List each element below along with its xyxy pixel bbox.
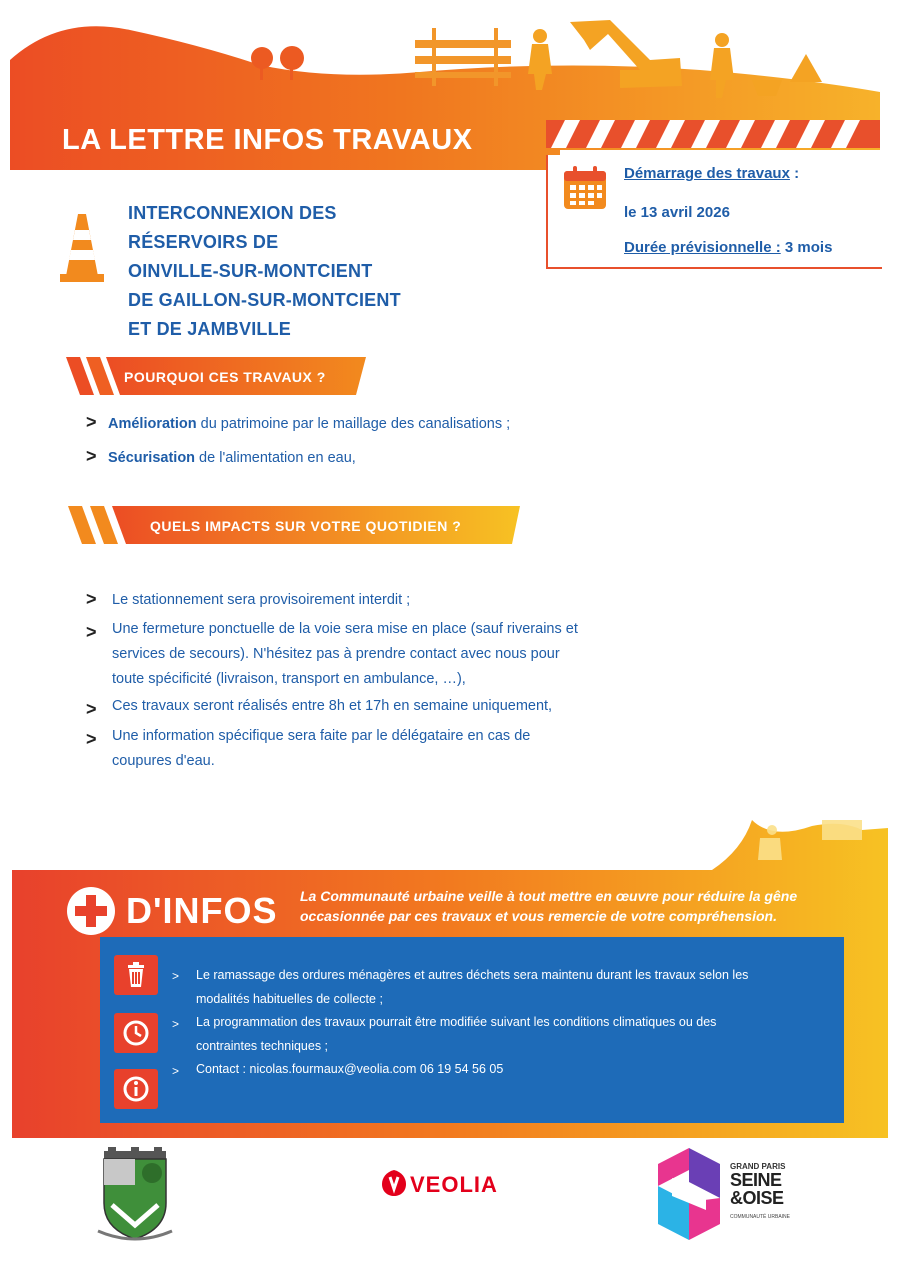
impact-item: Une information spécifique sera faite par le délégataire en cas de coupures d'eau. xyxy=(112,728,531,769)
trash-icon xyxy=(114,955,158,995)
start-date-value: le 13 avril 2026 xyxy=(624,204,730,221)
bullet-arrow-icon: > xyxy=(86,622,97,642)
why-item: Sécurisation de l'alimentation en eau, xyxy=(108,450,356,466)
why-item: Amélioration du patrimoine par le maillage des canalisations ; xyxy=(108,416,511,432)
info-item: Le ramassage des ordures ménagères et autres déchets sera maintenu durant les travaux selon les modalités habituelles de collecte ; xyxy=(196,968,749,1006)
project-title-line: DE GAILLON-SUR-MONTCIENT xyxy=(128,290,401,310)
bullet-arrow-icon: > xyxy=(86,699,97,719)
bullet-arrow-icon: > xyxy=(86,729,97,749)
gpso-logo-icon xyxy=(654,1146,724,1242)
impact-item: Ces travaux seront réalisés entre 8h et 17h en semaine uniquement, xyxy=(112,698,553,714)
bullet-arrow-icon: > xyxy=(86,412,97,432)
info-item: La programmation des travaux pourrait être modifiée suivant les conditions climatiques ou des contraintes techniques ; xyxy=(196,1015,717,1053)
bullet-arrow-icon: > xyxy=(172,1017,180,1031)
bullet-arrow-icon: > xyxy=(172,1064,180,1078)
calendar-icon xyxy=(562,165,608,211)
veolia-logo-text: VEOLIA xyxy=(410,1172,498,1197)
info-icon xyxy=(114,1069,158,1109)
project-title-line: OINVILLE-SUR-MONTCIENT xyxy=(128,261,373,281)
bullet-arrow-icon: > xyxy=(172,969,180,983)
gpso-logo-line: SEINE xyxy=(730,1170,782,1190)
gpso-logo-line: &OISE xyxy=(730,1188,784,1208)
bullet-arrow-icon: > xyxy=(86,589,97,609)
newsletter-title: LA LETTRE INFOS TRAVAUX xyxy=(62,124,473,156)
municipal-crest-logo xyxy=(94,1145,176,1247)
project-title-line: RÉSERVOIRS DE xyxy=(128,232,279,252)
gpso-logo-line: COMMUNAUTÉ URBAINE xyxy=(730,1214,791,1220)
traffic-cone-icon xyxy=(60,212,104,284)
veolia-logo-icon xyxy=(380,1168,408,1198)
project-title-line: INTERCONNEXION DES xyxy=(128,203,337,223)
duration: Durée prévisionnelle : 3 mois xyxy=(624,239,833,256)
info-item: Contact : nicolas.fourmaux@veolia.com 06 19 54 56 05 xyxy=(196,1062,504,1076)
infos-message: La Communauté urbaine veille à tout mettre en œuvre pour réduire la gêne occasionnée par ces travaux et vous remercie de votre compréhension. xyxy=(300,888,798,924)
impact-item: Une fermeture ponctuelle de la voie sera mise en place (sauf riverains et services de secours). N'hésitez pas à prendre contact avec nous pour toute spécificité (livraison, transport en ambulance, …), xyxy=(112,621,578,687)
bullet-arrow-icon: > xyxy=(86,446,97,466)
start-date-label: Démarrage des travaux : xyxy=(624,165,800,182)
infos-list-box xyxy=(100,937,844,1123)
impacts-heading: QUELS IMPACTS SUR VOTRE QUOTIDIEN ? xyxy=(150,518,462,534)
dates-box xyxy=(546,155,882,269)
clock-icon xyxy=(114,1013,158,1053)
impact-item: Le stationnement sera provisoirement interdit ; xyxy=(112,592,411,608)
gpso-logo-line: GRAND PARIS xyxy=(730,1162,786,1171)
plus-icon xyxy=(66,886,116,936)
project-title-line: ET DE JAMBVILLE xyxy=(128,319,292,339)
more-infos-title: D'INFOS xyxy=(126,890,278,931)
why-heading: POURQUOI CES TRAVAUX ? xyxy=(124,369,326,385)
